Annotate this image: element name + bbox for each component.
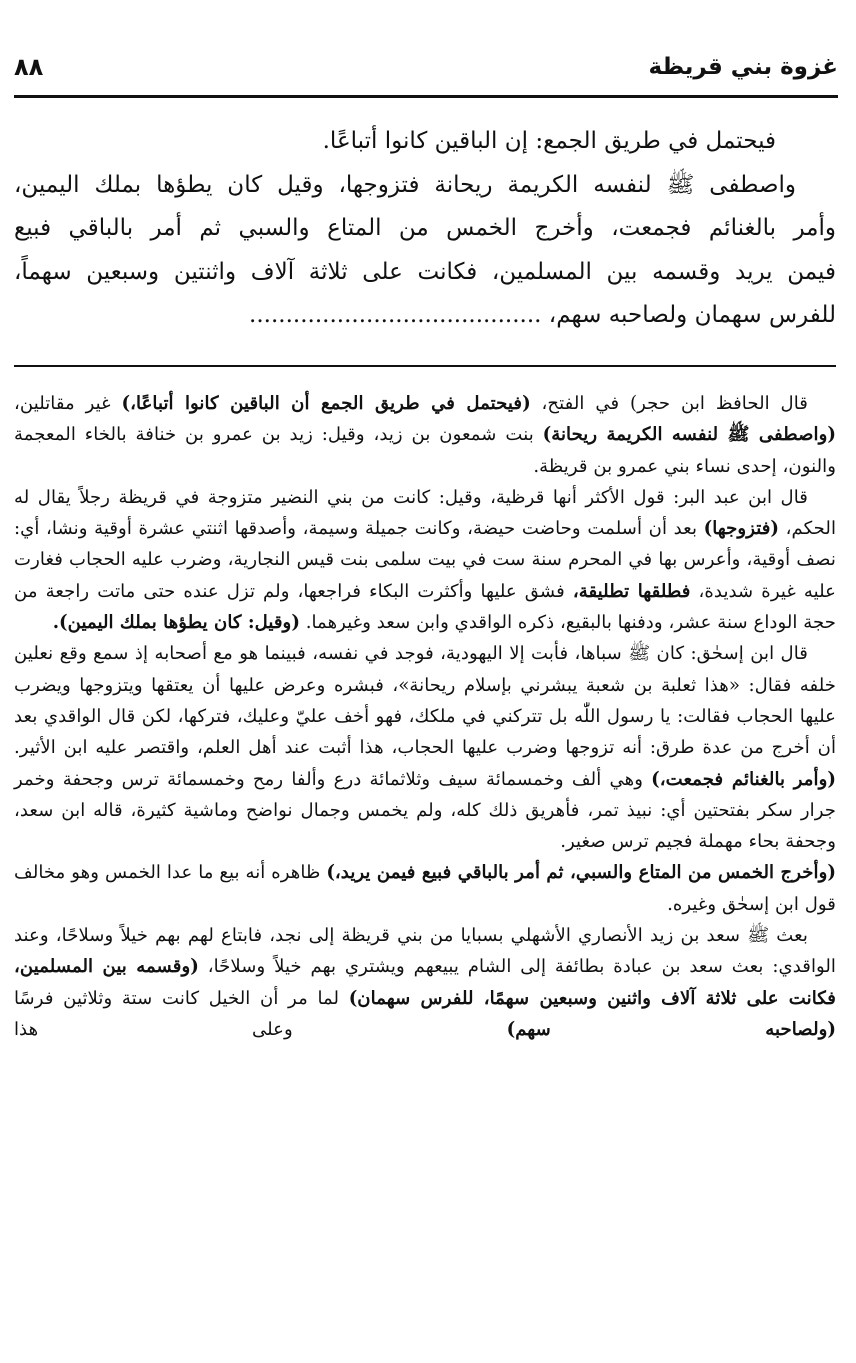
quoted-matn: (وقيل: كان يطؤها بملك اليمين). [52,612,300,634]
main-line-2a: واصطفى ﷺ لنفسه الكريمة ريحانة فتزوجها، وقيل كان يطؤها بملك اليمين، [14,171,796,198]
header-divider [14,95,838,98]
main-line-2b: وأمر بالغنائم فجمعت، وأخرج الخمس من المتاع والسبي ثم أمر بالباقي فبيع [14,215,836,241]
main-text [14,120,836,338]
commentary-paragraph-4 [14,857,836,920]
text-run: قال الحافظ ابن حجر) في الفتح، [530,393,808,414]
quoted-matn: (وقسمه بين المسلمين، فكانت على ثلاثة آلاف واثنين وسبعين سهمًا، للفرس سهمان) [14,956,836,1009]
commentary-paragraph-2 [14,482,836,638]
quoted-matn: (ولصاحبه سهم) [506,1018,836,1040]
commentary [14,388,836,1045]
text-run: لما مر أن الخيل كانت ستة وثلاثين فرسًا [14,987,349,1009]
text-run: قال ابن إسحٰق: كان ﷺ سباها، فأبت إلا اليهودية، فوجد في نفسه، فبينما هو مع أصحابه إذ سمع وقع نعلين خلفه فقال: «هذا ثعلبة بن شعبة يبشرني بإسلام ريحانة»، فبشره وعرض عليها أن يعتقها ويتزوجها ويضرب عليها الحجاب فقالت: يا رسول اللّٰه بل تتركني في ملكك، فهو أخف عليّ وعليك، فتركها، لكن قال الواقدي بعد أن أخرج من عدة طرق: أنه تزوجها وضرب عليها الحجاب، هذا أثبت عند أهل العلم، واقتصر عليه ابن الأثير. [14,643,836,759]
main-paragraph-1: فيحتمل في طريق الجمع: إن الباقين كانوا أتباعًا. [322,128,776,154]
quoted-matn: فطلقها تطليقة، [572,580,691,602]
running-header [14,42,838,92]
quoted-matn: (وأمر بالغنائم فجمعت،) [651,768,836,790]
main-line-2c: فيمن يريد وقسمه بين المسلمين، فكانت على ثلاثة آلاف واثنتين وسبعين سهماً، [14,258,836,285]
main-line-2d-text: للفرس سهمان ولصاحبه سهم، [541,302,836,328]
quoted-matn: (فتزوجها) [703,518,780,540]
main-line-2d [14,294,836,338]
text-run: بنت شمعون بن زيد، وقيل: زيد بن عمرو بن خنافة بالخاء المعجمة والنون، إحدى نساء بني عمرو بن قريظة. [14,424,836,477]
text-run: وعلى هذا [14,1018,507,1040]
commentary-paragraph-3 [14,638,836,857]
quoted-matn: (فيحتمل في طريق الجمع أن الباقين كانوا أتباعًا،) [121,393,531,414]
text-run: فشق عليها وأكثرت البكاء فراجعها، ولم تزل عنده حتى ماتت راجعة من حجة الوداع سنة عشر، ودفنها بالبقيع، ذكره الواقدي وابن سعد وغيرهما. [14,580,836,634]
chapter-title: غزوة بني قريظة [648,54,838,80]
ellipsis-dots: ........................................ [249,302,542,328]
commentary-paragraph-1 [14,388,836,482]
commentary-paragraph-5 [14,920,836,1045]
text-run: غير مقاتلين، [14,393,122,414]
text-run: بعث ﷺ سعد بن زيد الأنصاري الأشهلي بسبايا من بني قريظة إلى نجد، فابتاع لهم بهم خيلاً وسلاحًا، وعند الواقدي: بعث سعد بن عبادة بطائفة إلى الشام يبيعهم ويشتري بهم خيلاً وسلاحًا، [14,925,836,978]
quoted-matn: (واصطفى ﷺ لنفسه الكريمة ريحانة) [542,424,836,446]
text-run: بعد أن أسلمت وحاضت حيضة، وكانت جميلة وسيمة، وأصدقها اثنتي عشرة أوقية ونشا، أي: نصف أوقية، وأعرس بها في المحرم سنة ست في بيت سلمى بنت قيس النجارية، وضرب عليه الحجاب فغارت عليه غيرة شديدة، [14,518,836,602]
page-number: ٨٨ [14,53,44,81]
quoted-matn: (وأخرج الخمس من المتاع والسبي، ثم أمر بالباقي فبيع فيمن يريد،) [326,862,836,884]
text-run: وهي ألف وخمسمائة سيف وثلاثمائة درع وألفا رمح وخمسمائة ترس وجحفة وخمر جرار سكر بفتحتين أي: نبيذ تمر، فأهريق ذلك كله، ولم يخمس وجمال نواضح وماشية كثيرة، قاله ابن سعد، وجحفة بحاء مهملة فجيم ترس صغير. [14,768,836,853]
text-run: ظاهره أنه بيع ما عدا الخمس وهو مخالف قول ابن إسحٰق وغيره. [14,862,836,915]
text-run: قال ابن عبد البر: قول الأكثر أنها قرظية، وقيل: كانت من بني النضير متزوجة في قريظة رجلاً يقال له الحكم، [14,486,836,540]
footnote-divider [14,365,836,367]
